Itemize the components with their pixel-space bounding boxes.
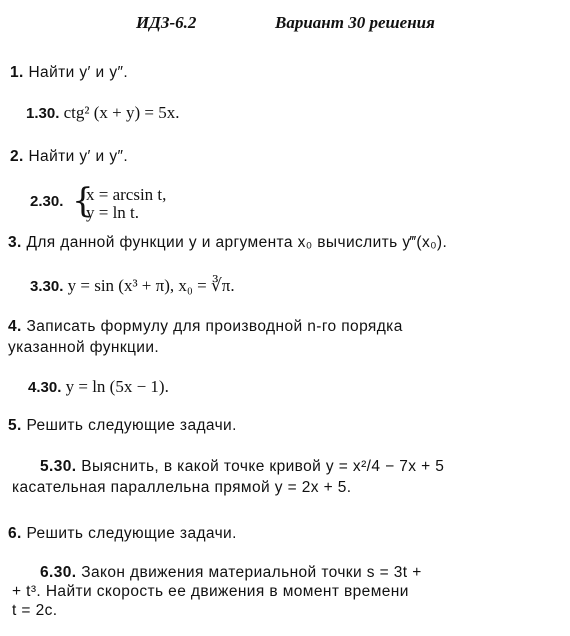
task-4-text-line2: указанной функции. xyxy=(8,339,160,356)
task-2-number: 2. xyxy=(10,148,24,165)
problem-2-30-line1: x = arcsin t, xyxy=(86,185,167,204)
problem-6-30-line1 xyxy=(40,564,422,582)
task-4-heading xyxy=(8,318,403,336)
task-4-text-line1: Записать формулу для производной n-го порядка xyxy=(26,318,403,335)
problem-2-30-number: 2.30. xyxy=(30,193,64,210)
problem-3-30-equation: y = sin (x³ + π), x₀ = ∛π. xyxy=(67,276,235,295)
system-brace-icon: { xyxy=(72,181,94,221)
problem-3-30-number: 3.30. xyxy=(30,278,64,295)
task-6-text: Решить следующие задачи. xyxy=(26,525,237,542)
problem-4-30-equation: y = ln (5x − 1). xyxy=(65,377,169,396)
task-6-number: 6. xyxy=(8,525,22,542)
task-3-number: 3. xyxy=(8,234,22,251)
task-1-text: Найти y′ и y″. xyxy=(28,64,129,81)
task-1-heading xyxy=(10,64,128,82)
problem-1-30-equation: ctg² (x + y) = 5x. xyxy=(63,103,180,122)
task-5-number: 5. xyxy=(8,417,22,434)
task-2-text: Найти y′ и y″. xyxy=(28,148,129,165)
problem-5-30-number: 5.30. xyxy=(40,458,77,475)
problem-4-30-number: 4.30. xyxy=(28,379,62,396)
task-5-text: Решить следующие задачи. xyxy=(26,417,237,434)
task-1-number: 1. xyxy=(10,64,24,81)
variant-title: Вариант 30 решения xyxy=(275,13,435,32)
problem-4-30 xyxy=(28,377,169,397)
document-id: ИДЗ-6.2 xyxy=(136,13,197,32)
problem-2-30-line2: y = ln t. xyxy=(86,203,140,222)
problem-5-30-line1 xyxy=(40,458,444,476)
problem-5-30-line2: касательная параллельна прямой y = 2x + 5. xyxy=(12,479,352,496)
problem-5-30-text-line1: Выяснить, в какой точке кривой y = x²/4 − 7x + 5 xyxy=(81,458,445,475)
problem-1-30-number: 1.30. xyxy=(26,105,60,122)
problem-6-30-number: 6.30. xyxy=(40,564,77,581)
problem-3-30 xyxy=(30,276,235,296)
problem-1-30 xyxy=(26,103,180,123)
problem-6-30-text-line1: Закон движения материальной точки s = 3t + xyxy=(81,564,422,581)
task-4-number: 4. xyxy=(8,318,22,335)
task-2-heading xyxy=(10,148,128,166)
task-3-text: Для данной функции y и аргумента x₀ вычислить y‴(x₀). xyxy=(26,234,448,251)
problem-6-30-line3: t = 2c. xyxy=(12,602,58,619)
task-3-heading xyxy=(8,234,447,252)
task-6-heading xyxy=(8,525,237,543)
problem-6-30-line2: + t³. Найти скорость ее движения в момент времени xyxy=(12,583,409,600)
task-5-heading xyxy=(8,417,237,435)
